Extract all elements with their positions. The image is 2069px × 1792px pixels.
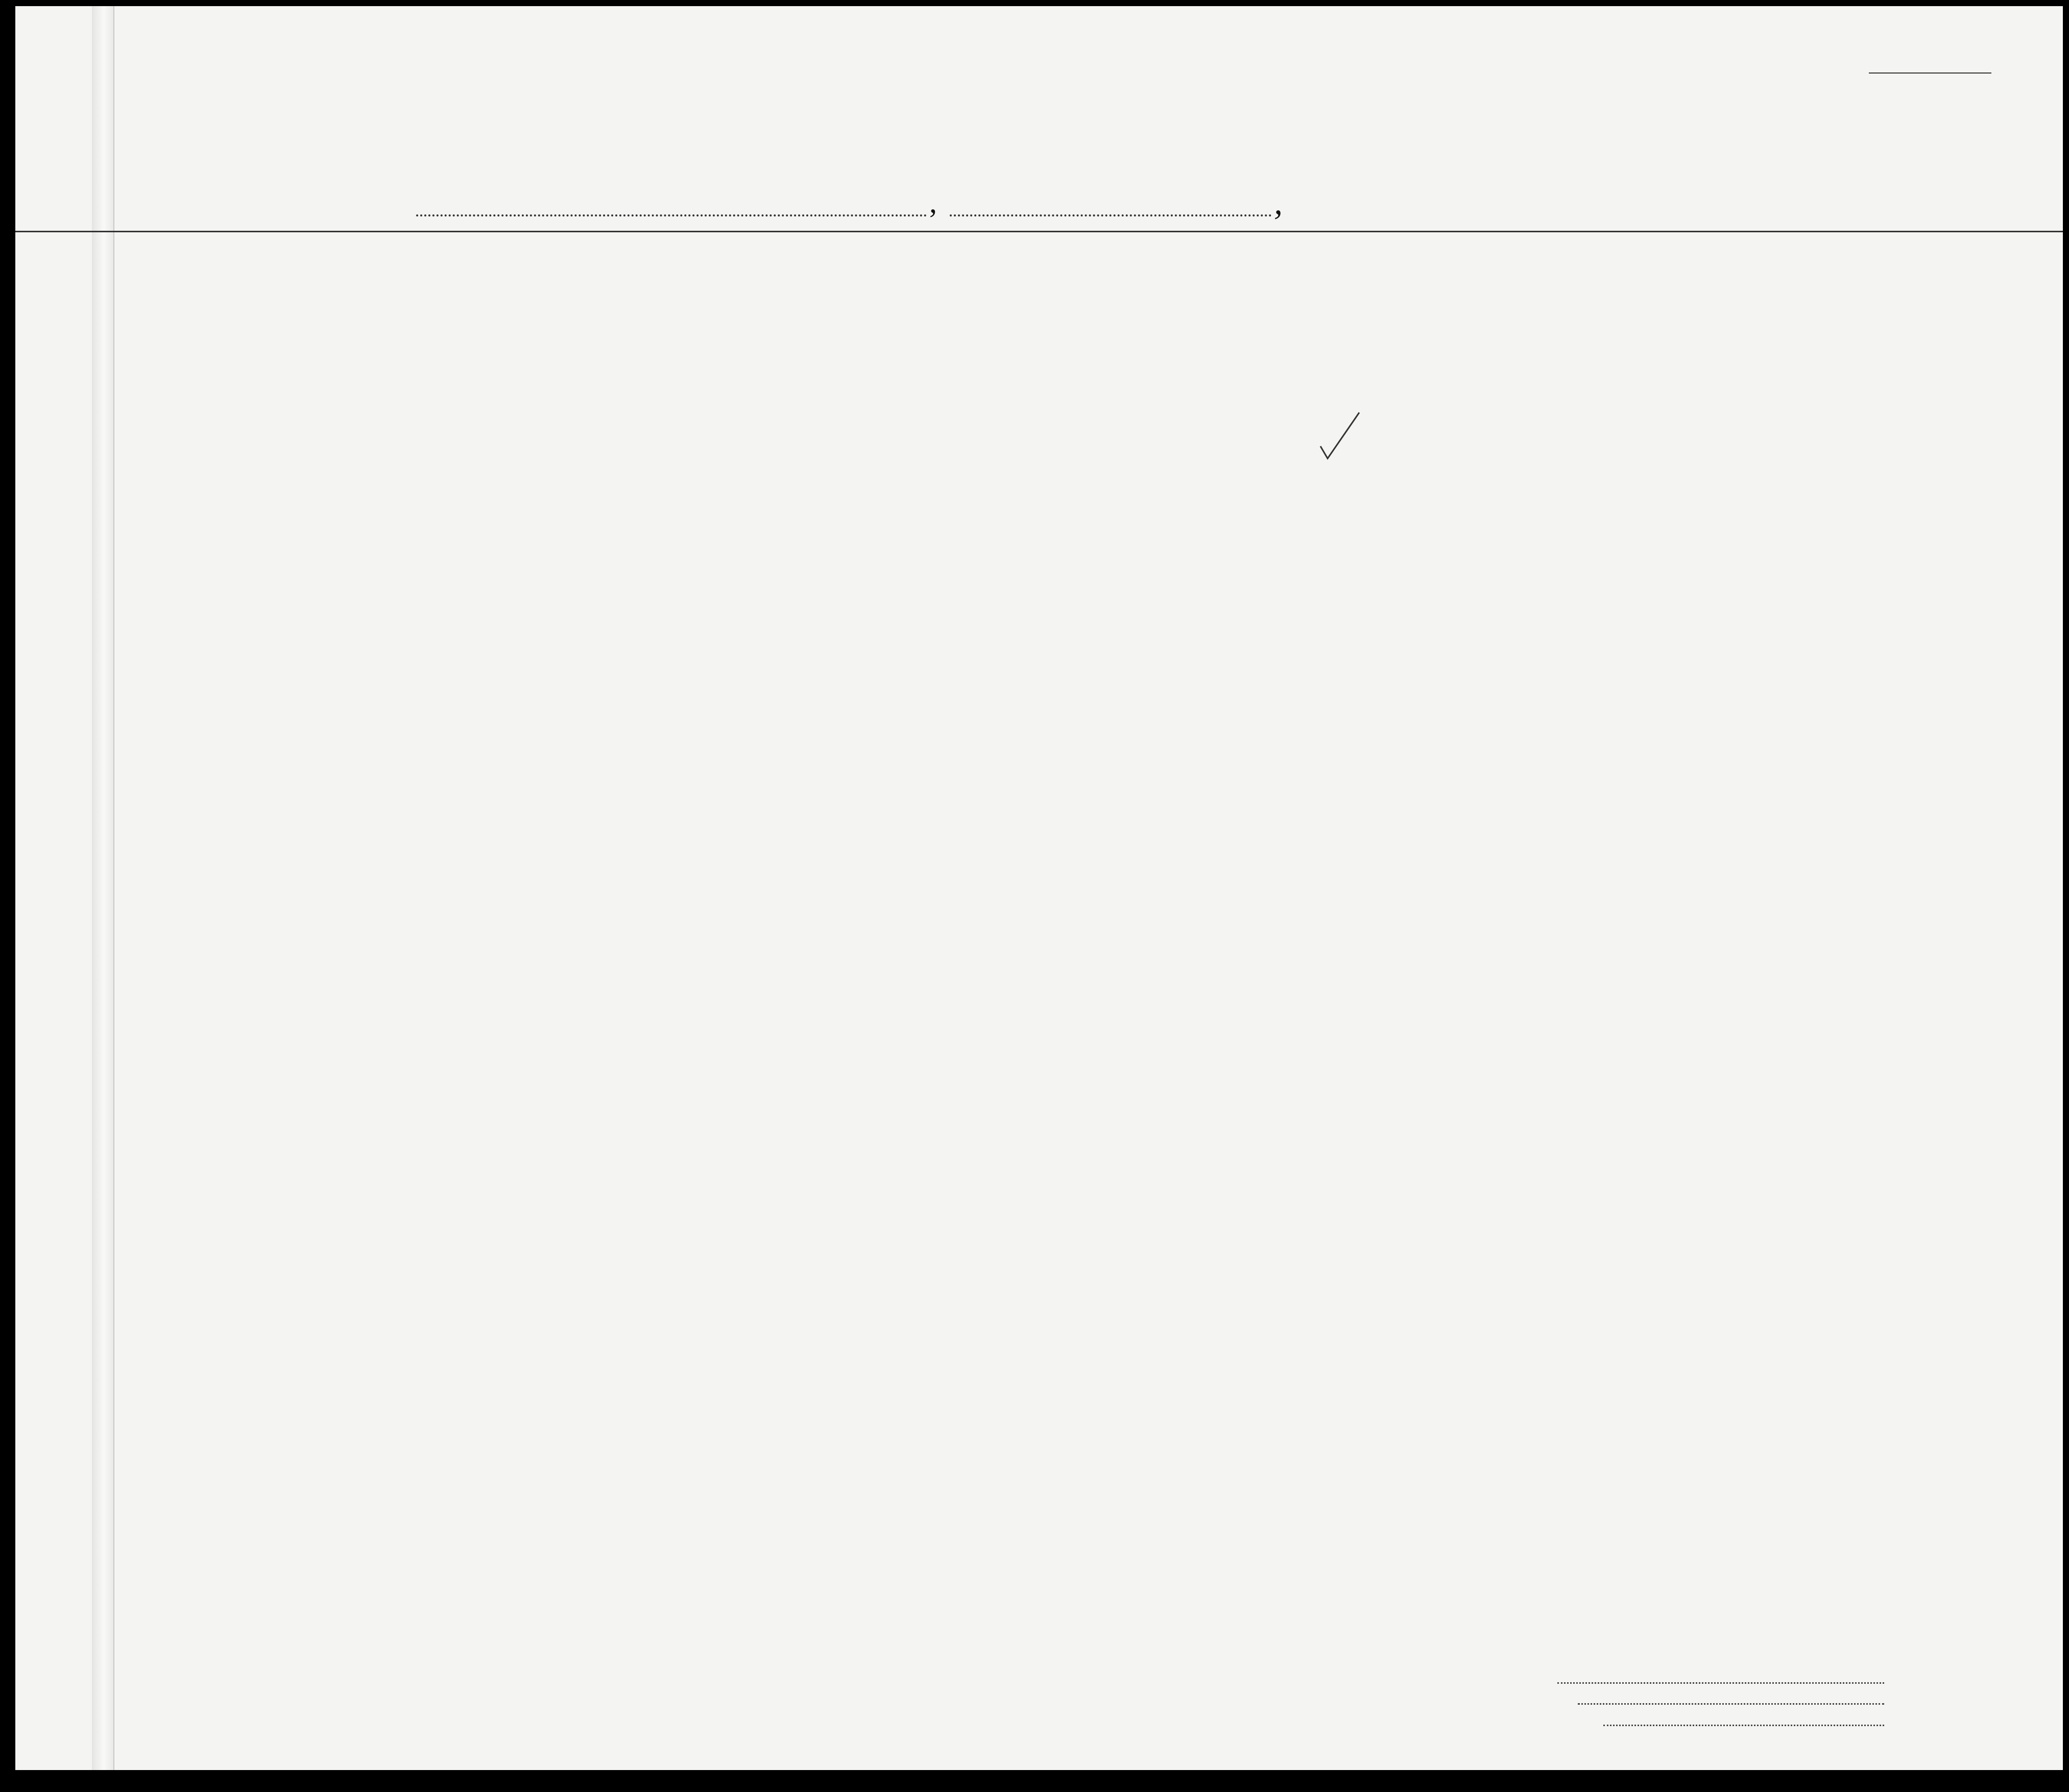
list-underline xyxy=(1869,72,1991,74)
year-prefix: , xyxy=(1274,183,1283,222)
line-fill xyxy=(1557,1682,1884,1684)
date-fill-line xyxy=(950,214,1271,216)
header-labor-offer xyxy=(1505,284,1533,404)
header-has-50 xyxy=(779,282,809,407)
header-deported xyxy=(1571,284,1586,404)
local-agents-fill xyxy=(1603,1725,1884,1726)
header-anarchist xyxy=(1427,284,1442,404)
header-purpose-length xyxy=(1291,305,1306,404)
header-overthrow xyxy=(1450,284,1486,404)
check-mark-icon xyxy=(1317,409,1363,466)
header-prison xyxy=(1345,284,1366,404)
header-polygamist xyxy=(1400,284,1415,404)
binding-fold xyxy=(92,6,114,1770)
manifest-sheet: , , xyxy=(15,6,2063,1770)
header-purpose-citizen xyxy=(1324,305,1339,404)
header-purpose-return xyxy=(1243,305,1259,404)
header-ticket xyxy=(651,282,682,407)
header-excluded xyxy=(1547,284,1562,404)
header-feet xyxy=(1724,358,1737,404)
port-fill-line xyxy=(416,214,927,216)
table-top-rule xyxy=(15,231,2063,232)
owners-fill xyxy=(1578,1703,1884,1705)
header-inches xyxy=(1750,358,1763,404)
